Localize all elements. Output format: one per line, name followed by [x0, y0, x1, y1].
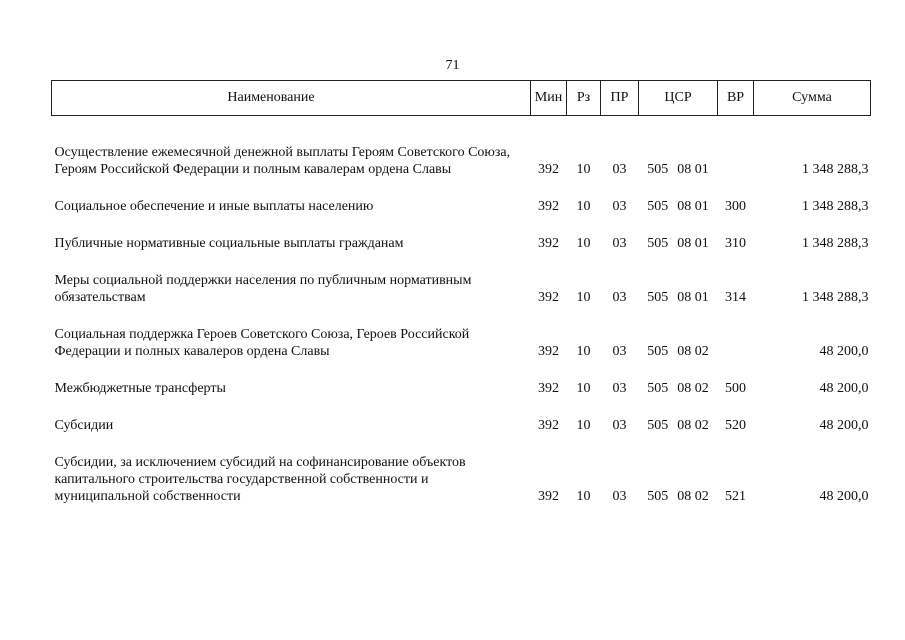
- row-spacer: [52, 306, 871, 326]
- cell-min: 392: [538, 162, 559, 177]
- cell-csr: [639, 235, 718, 252]
- cell-pr: 03: [612, 418, 627, 433]
- cell-csr: [639, 144, 718, 178]
- csr-sub-code: 08 02: [677, 381, 709, 396]
- row-spacer: [52, 178, 871, 198]
- table-row: [52, 144, 871, 178]
- cell-csr: [639, 417, 718, 434]
- row-spacer: [52, 360, 871, 380]
- cell-rz: 10: [576, 199, 591, 214]
- csr-program-code: 505: [647, 344, 669, 359]
- csr-sub-code: 08 02: [677, 489, 709, 504]
- cell-sum: 48 200,0: [819, 489, 869, 504]
- cell-vr: 521: [725, 489, 746, 504]
- row-spacer-cell: [52, 215, 871, 235]
- cell-sum: 1 348 288,3: [802, 199, 869, 214]
- table-row: [52, 326, 871, 360]
- table-row: [52, 380, 871, 397]
- csr-program-code: 505: [647, 489, 669, 504]
- column-header-rz: Рз: [567, 81, 601, 116]
- column-header-csr: ЦСР: [639, 81, 718, 116]
- cell-sum: 48 200,0: [819, 418, 869, 433]
- csr-program-code: 505: [647, 162, 669, 177]
- row-spacer-cell: [52, 252, 871, 272]
- csr-program-code: 505: [647, 236, 669, 251]
- cell-min: 392: [538, 418, 559, 433]
- column-header-min: Мин: [531, 81, 567, 116]
- csr-program-code: 505: [647, 381, 669, 396]
- column-header-vr: ВР: [718, 81, 754, 116]
- row-spacer-cell: [52, 116, 871, 145]
- cell-min: 392: [538, 199, 559, 214]
- cell-sum: 1 348 288,3: [802, 236, 869, 251]
- cell-name: Субсидии, за исключением субсидий на софинансирование объектов капитального строительства государственной собственности и муниципальной собственности: [54, 455, 466, 504]
- csr-sub-code: 08 01: [677, 290, 709, 305]
- row-spacer-cell: [52, 397, 871, 417]
- cell-min: 392: [538, 381, 559, 396]
- cell-name: Субсидии: [54, 418, 114, 433]
- csr-sub-code: 08 01: [677, 162, 709, 177]
- column-header-pr: ПР: [601, 81, 639, 116]
- cell-pr: 03: [612, 162, 627, 177]
- table-body: [52, 116, 871, 506]
- cell-pr: 03: [612, 489, 627, 504]
- row-spacer-cell: [52, 434, 871, 454]
- cell-csr: [639, 198, 718, 215]
- row-spacer-cell: [52, 178, 871, 198]
- cell-min: 392: [538, 290, 559, 305]
- row-spacer: [52, 434, 871, 454]
- csr-program-code: 505: [647, 199, 669, 214]
- cell-vr: [718, 326, 754, 360]
- cell-vr: 520: [725, 418, 746, 433]
- csr-sub-code: 08 02: [677, 418, 709, 433]
- cell-min: 392: [538, 489, 559, 504]
- cell-rz: 10: [576, 344, 591, 359]
- csr-program-code: 505: [647, 290, 669, 305]
- cell-pr: 03: [612, 344, 627, 359]
- row-spacer: [52, 397, 871, 417]
- cell-vr: 300: [725, 199, 746, 214]
- cell-rz: 10: [576, 489, 591, 504]
- cell-csr: [639, 454, 718, 505]
- csr-sub-code: 08 02: [677, 344, 709, 359]
- table-header-row: [52, 81, 871, 116]
- cell-rz: 10: [576, 290, 591, 305]
- table-row: [52, 417, 871, 434]
- cell-vr: [718, 144, 754, 178]
- page-number: 71: [445, 58, 460, 73]
- cell-csr: [639, 380, 718, 397]
- cell-sum: 1 348 288,3: [802, 162, 869, 177]
- cell-sum: 48 200,0: [819, 381, 869, 396]
- row-spacer-cell: [52, 360, 871, 380]
- cell-vr: 500: [725, 381, 746, 396]
- column-header-name: Наименование: [52, 81, 531, 116]
- cell-pr: 03: [612, 381, 627, 396]
- cell-rz: 10: [576, 381, 591, 396]
- csr-sub-code: 08 01: [677, 236, 709, 251]
- cell-vr: 310: [725, 236, 746, 251]
- cell-vr: 314: [725, 290, 746, 305]
- cell-pr: 03: [612, 199, 627, 214]
- cell-min: 392: [538, 344, 559, 359]
- table-row: [52, 235, 871, 252]
- cell-rz: 10: [576, 162, 591, 177]
- cell-name: Осуществление ежемесячной денежной выплаты Героям Советского Союза, Героям Российской Федерации и полным кавалерам ордена Славы: [54, 145, 511, 177]
- cell-csr: [639, 326, 718, 360]
- budget-table: [51, 80, 871, 505]
- table-row: [52, 198, 871, 215]
- cell-name: Социальная поддержка Героев Советского Союза, Героев Российской Федерации и полных кавалеров ордена Славы: [54, 327, 470, 359]
- csr-program-code: 505: [647, 418, 669, 433]
- cell-pr: 03: [612, 236, 627, 251]
- table-row: [52, 272, 871, 306]
- cell-pr: 03: [612, 290, 627, 305]
- cell-rz: 10: [576, 236, 591, 251]
- cell-min: 392: [538, 236, 559, 251]
- row-spacer: [52, 215, 871, 235]
- row-spacer: [52, 116, 871, 145]
- row-spacer-cell: [52, 306, 871, 326]
- cell-rz: 10: [576, 418, 591, 433]
- row-spacer: [52, 252, 871, 272]
- cell-name: Меры социальной поддержки населения по публичным нормативным обязательствам: [54, 273, 472, 305]
- cell-sum: 1 348 288,3: [802, 290, 869, 305]
- table-row: [52, 454, 871, 505]
- cell-name: Социальное обеспечение и иные выплаты населению: [54, 199, 374, 214]
- cell-name: Публичные нормативные социальные выплаты гражданам: [54, 236, 404, 251]
- column-header-sum: Сумма: [754, 81, 871, 116]
- cell-csr: [639, 272, 718, 306]
- cell-sum: 48 200,0: [819, 344, 869, 359]
- csr-sub-code: 08 01: [677, 199, 709, 214]
- cell-name: Межбюджетные трансферты: [54, 381, 226, 396]
